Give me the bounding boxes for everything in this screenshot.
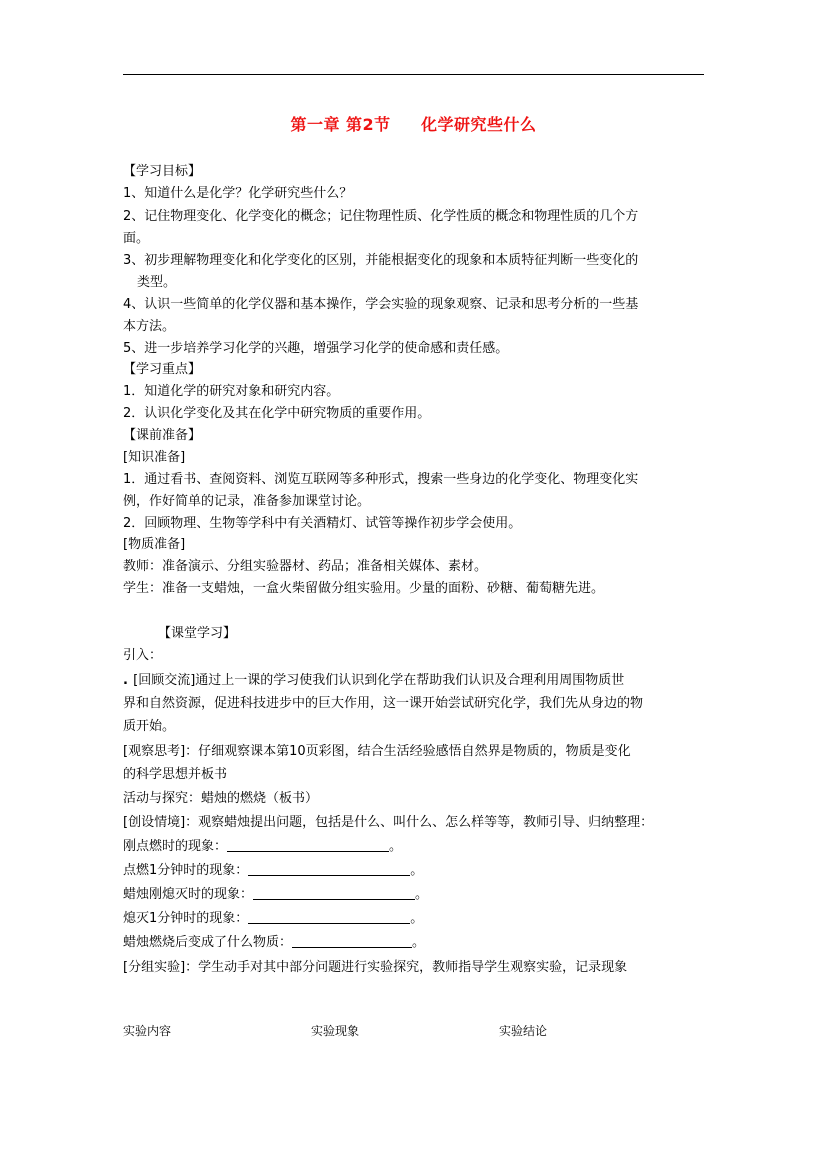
- table-header-conclusion: 实验结论: [499, 1024, 548, 1038]
- knowledge-item-1b: 例，作好简单的记录，准备参加课堂讨论。: [123, 494, 371, 509]
- answer-blank-1[interactable]: [227, 837, 389, 852]
- observe-line-2: 的科学思想并板书: [123, 767, 228, 782]
- objective-2b: 面。: [123, 231, 150, 246]
- prep-heading: 【课前准备】: [123, 428, 202, 443]
- observe-line-1: [观察思考]：仔细观察课本第10页彩图，结合生活经验感悟自然界是物质的，物质是变化: [123, 744, 631, 759]
- knowledge-item-2: 2．回顾物理、生物等学科中有关酒精灯、试管等操作初步学会使用。: [123, 516, 522, 531]
- fill-item-4: 熄灭1分钟时的现象： 。: [123, 911, 424, 926]
- header-rule: [123, 74, 704, 75]
- objective-2a: 2、记住物理变化、化学变化的概念；记住物理性质、化学性质的概念和物理性质的几个方: [123, 209, 639, 224]
- objective-3a: 3、初步理解物理变化和化学变化的区别，并能根据变化的现象和本质特征判断一些变化的: [123, 253, 639, 268]
- objective-4a: 4、认识一些简单的化学仪器和基本操作，学会实验的现象观察、记录和思考分析的一些基: [123, 297, 639, 312]
- knowledge-item-1a: 1．通过看书、查阅资料、浏览互联网等多种形式，搜索一些身边的化学变化、物理变化实: [123, 472, 639, 487]
- knowledge-prep-label: [知识准备]: [123, 450, 186, 465]
- review-paragraph-line-1: . [回顾交流]通过上一课的学习使我们认识到化学在帮助我们认识及合理利用周围物质世: [123, 673, 625, 688]
- material-prep-label: [物质准备]: [123, 537, 186, 552]
- answer-blank-5[interactable]: [292, 933, 412, 948]
- objective-5: 5、进一步培养学习化学的兴趣，增强学习化学的使命感和责任感。: [123, 341, 509, 356]
- title-chapter: 第一章 第2节: [290, 115, 391, 134]
- answer-blank-4[interactable]: [248, 909, 410, 924]
- fill-item-1: 刚点燃时的现象： 。: [123, 839, 403, 854]
- key-point-1: 1．知道化学的研究对象和研究内容。: [123, 384, 340, 399]
- table-header-phenomenon: 实验现象: [311, 1024, 360, 1038]
- key-point-2: 2．认识化学变化及其在化学中研究物质的重要作用。: [123, 406, 431, 421]
- objective-1: 1、知道什么是化学？化学研究些什么？: [123, 186, 353, 201]
- teacher-prep: 教师：准备演示、分组实验器材、药品；准备相关媒体、素材。: [123, 559, 488, 574]
- objective-4b: 本方法。: [123, 319, 176, 334]
- title-topic: 化学研究些什么: [421, 115, 537, 134]
- fill-item-2: 点燃1分钟时的现象： 。: [123, 863, 424, 878]
- fill-item-5: 蜡烛燃烧后变成了什么物质： 。: [123, 935, 426, 950]
- review-paragraph-line-3: 质开始。: [123, 719, 176, 734]
- objective-3b: 类型。: [137, 275, 177, 290]
- classroom-heading: 【课堂学习】: [158, 626, 237, 641]
- objectives-heading: 【学习目标】: [123, 164, 202, 179]
- activity-line: 活动与探究：蜡烛的燃烧（板书）: [123, 791, 319, 806]
- intro-label: 引入：: [123, 648, 163, 663]
- key-points-heading: 【学习重点】: [123, 362, 202, 377]
- review-paragraph-line-2: 界和自然资源，促进科技进步中的巨大作用，这一课开始尝试研究化学，我们先从身边的物: [123, 696, 644, 711]
- fill-item-3: 蜡烛刚熄灭时的现象： 。: [123, 887, 429, 902]
- group-experiment-line: [分组实验]：学生动手对其中部分问题进行实验探究，教师指导学生观察实验，记录现象: [123, 960, 628, 975]
- review-text-1: [回顾交流]通过上一课的学习使我们认识到化学在帮助我们认识及合理利用周围物质世: [133, 673, 625, 688]
- scenario-line: [创设情境]：观察蜡烛提出问题，包括是什么、叫什么、怎么样等等，教师引导、归纳整理：: [123, 815, 654, 830]
- student-prep: 学生：准备一支蜡烛，一盒火柴留做分组实验用。少量的面粉、砂糖、葡萄糖先进。: [123, 581, 605, 596]
- answer-blank-3[interactable]: [253, 885, 415, 900]
- answer-blank-2[interactable]: [248, 861, 410, 876]
- table-header-content: 实验内容: [123, 1024, 172, 1038]
- page-title: [123, 112, 704, 135]
